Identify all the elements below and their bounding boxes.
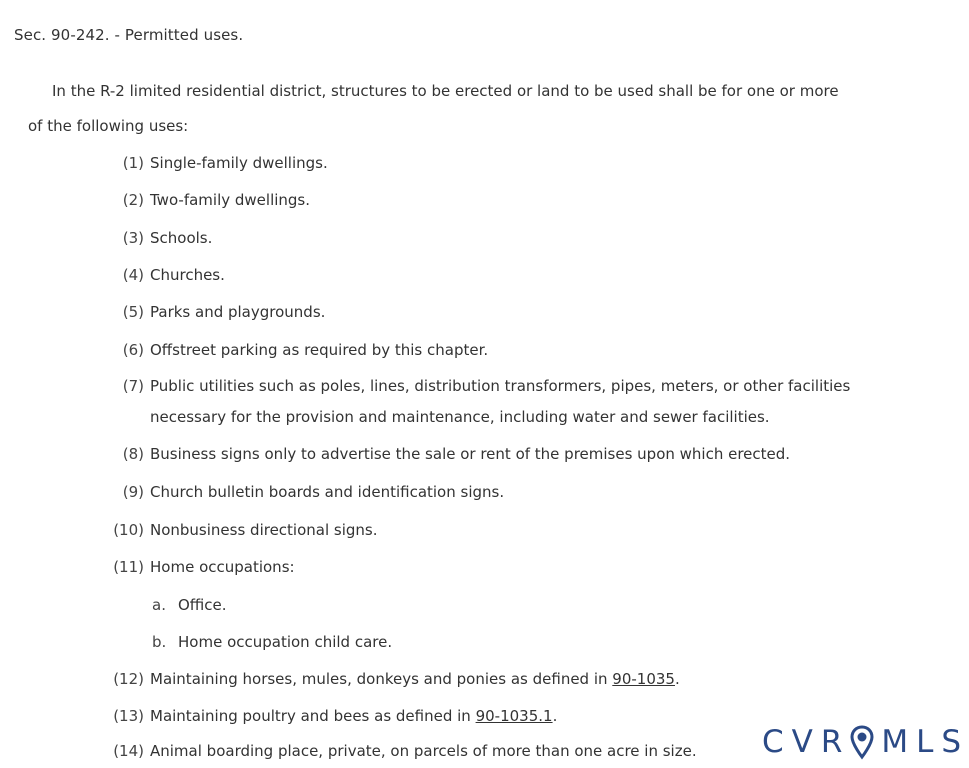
item-text: Churches. xyxy=(150,266,225,284)
intro-line-1: In the R-2 limited residential district, structures to be erected or land to be used shall be for one or more xyxy=(52,82,839,100)
item-continuation: necessary for the provision and maintenance, including water and sewer facilities. xyxy=(150,408,770,426)
item-number: (11) xyxy=(113,558,144,576)
list-item xyxy=(100,191,920,209)
list-item xyxy=(100,303,920,321)
intro-paragraph xyxy=(28,74,928,144)
item-number: (2) xyxy=(122,191,144,209)
logo-text-left: CVR xyxy=(762,724,851,760)
item-number: (5) xyxy=(122,303,144,321)
item-text: Public utilities such as poles, lines, distribution transformers, pipes, meters, or other facilities xyxy=(150,377,851,395)
sub-item-letter: a. xyxy=(152,596,166,614)
list-item xyxy=(100,377,920,395)
list-item xyxy=(100,341,920,359)
item-number: (3) xyxy=(122,229,144,247)
item-text-end: . xyxy=(552,707,558,725)
logo-text-right: MLS xyxy=(881,724,969,760)
item-text: Animal boarding place, private, on parcels of more than one acre in size. xyxy=(150,742,697,760)
item-text: Business signs only to advertise the sale or rent of the premises upon which erected. xyxy=(150,445,791,463)
list-item xyxy=(100,558,920,576)
item-number: (14) xyxy=(113,742,144,760)
section-heading: Sec. 90-242. - Permitted uses. xyxy=(14,26,244,44)
item-text-end: . xyxy=(674,670,680,688)
sub-item-text: Home occupation child care. xyxy=(178,633,393,651)
intro-line-2: of the following uses: xyxy=(28,117,189,135)
list-item xyxy=(100,521,920,539)
list-item xyxy=(100,483,920,501)
item-number: (8) xyxy=(122,445,144,463)
item-text: Nonbusiness directional signs. xyxy=(150,521,378,539)
item-text: Parks and playgrounds. xyxy=(150,303,326,321)
item-text: Two-family dwellings. xyxy=(150,191,311,209)
list-item xyxy=(100,266,920,284)
item-text: Schools. xyxy=(150,229,213,247)
list-item xyxy=(100,445,920,463)
item-number: (12) xyxy=(113,670,144,688)
sub-item xyxy=(152,633,392,651)
sub-item-letter: b. xyxy=(152,633,167,651)
item-text: Maintaining poultry and bees as defined in xyxy=(150,707,476,725)
list-item xyxy=(100,229,920,247)
item-text: Maintaining horses, mules, donkeys and ponies as defined in xyxy=(150,670,613,688)
list-item xyxy=(100,670,920,688)
item-number: (10) xyxy=(113,521,144,539)
sub-item xyxy=(152,596,227,614)
list-item xyxy=(100,154,920,172)
item-text: Offstreet parking as required by this chapter. xyxy=(150,341,489,359)
item-text: Home occupations: xyxy=(150,558,295,576)
item-number: (4) xyxy=(122,266,144,284)
cvrmls-logo xyxy=(762,722,969,762)
map-pin-icon xyxy=(850,725,874,759)
item-number: (9) xyxy=(122,483,144,501)
item-number: (13) xyxy=(113,707,144,725)
item-number: (6) xyxy=(122,341,144,359)
item-text: Single-family dwellings. xyxy=(150,154,328,172)
sub-item-text: Office. xyxy=(178,596,227,614)
item-number: (7) xyxy=(122,377,144,395)
item-text: Church bulletin boards and identification signs. xyxy=(150,483,505,501)
code-reference-link[interactable]: 90-1035 xyxy=(612,670,675,688)
code-reference-link[interactable]: 90-1035.1 xyxy=(475,707,553,725)
item-number: (1) xyxy=(122,154,144,172)
